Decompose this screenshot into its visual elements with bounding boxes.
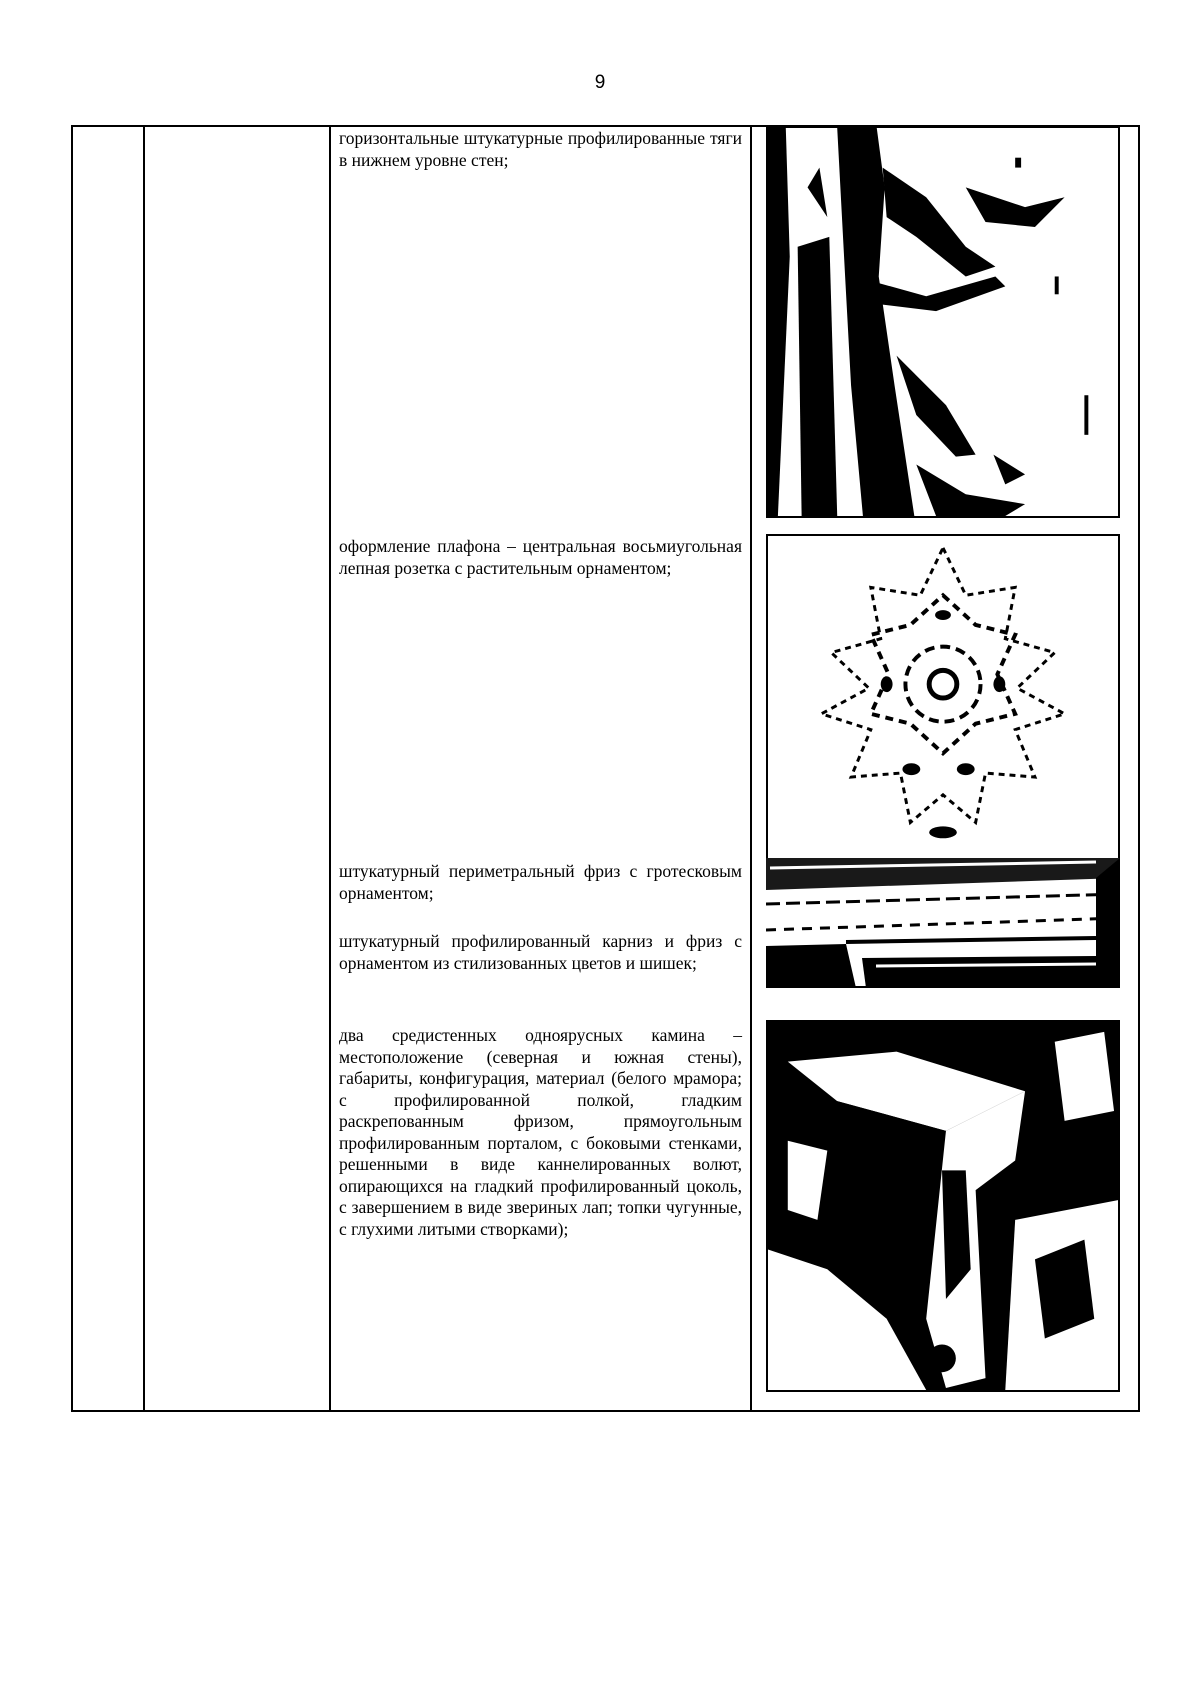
description-fireplaces: два средистенных одноярусных камина – местоположение (северная и южная стены), габариты, конфигурация, материал (белого мрамора; с профилированной полкой, гладким раскрепованным фризом, прямоугольным профилированным порталом, с боковыми стенками, решенными в виде каннелированных волют, опирающихся на гладкий профилированный цоколь, с завершением в виде звериных лап; топки чугунные, с глухими литыми створками); xyxy=(339,1025,742,1239)
column-divider-1 xyxy=(143,127,145,1410)
page-number: 9 xyxy=(594,72,606,93)
ceiling-rosette-photo xyxy=(766,534,1120,864)
fireplace-photo xyxy=(766,1020,1120,1392)
description-ceiling-rosette: оформление плафона – центральная восьмиугольная лепная розетка с растительным орнаментом; xyxy=(339,536,742,578)
column-divider-2 xyxy=(329,127,331,1410)
description-cornice-frieze: штукатурный профилированный карниз и фриз с орнаментом из стилизованных цветов и шишек; xyxy=(339,931,742,973)
description-plaster-moulding: горизонтальные штукатурные профилированные тяги в нижнем уровне стен; xyxy=(339,128,742,170)
description-frieze-grotesque: штукатурный периметральный фриз с гротесковым орнаментом; xyxy=(339,861,742,903)
frieze-cornice-photo xyxy=(766,858,1120,988)
plaster-moulding-photo xyxy=(766,126,1120,518)
column-divider-3 xyxy=(750,127,752,1410)
